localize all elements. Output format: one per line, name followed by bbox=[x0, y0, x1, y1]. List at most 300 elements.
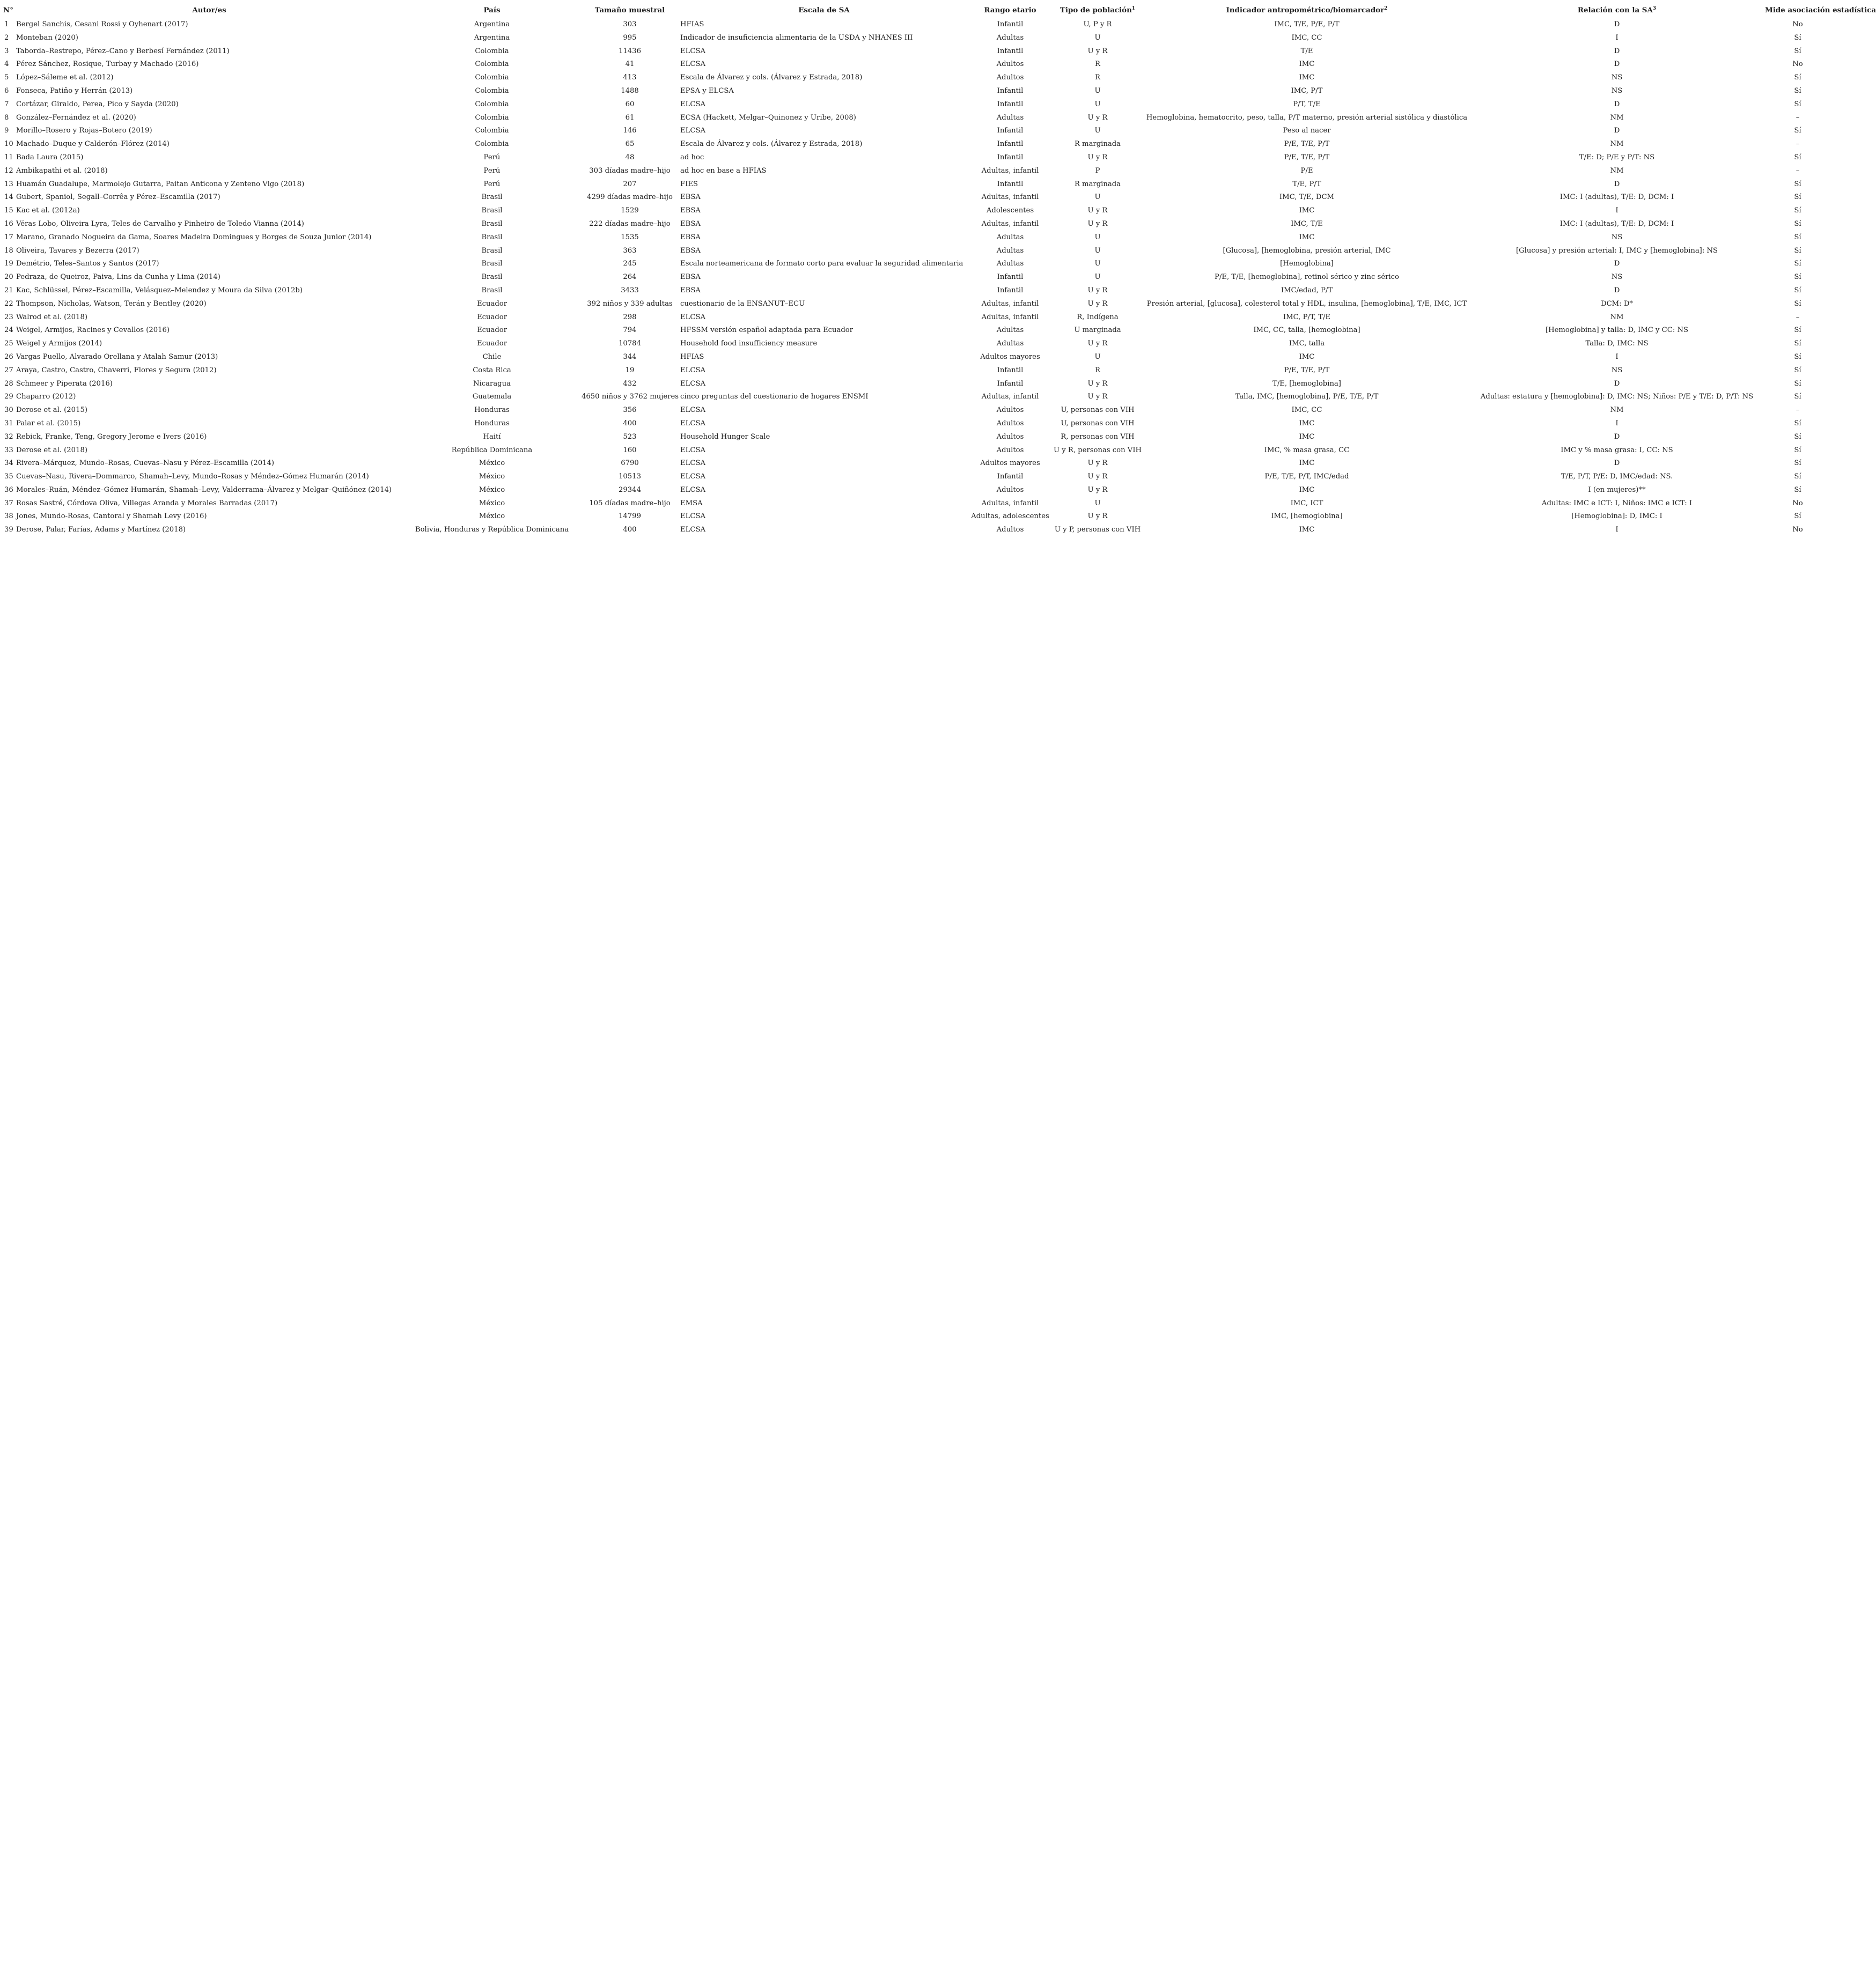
cell-num: 15 bbox=[4, 206, 13, 215]
cell-pais: Haití bbox=[483, 432, 501, 441]
cell-tipo: U bbox=[1094, 499, 1101, 507]
header-escala: Escala de SA bbox=[798, 6, 850, 14]
cell-pais: México bbox=[479, 473, 505, 481]
cell-autores: Morillo–Rosero y Rojas–Botero (2019) bbox=[16, 127, 152, 135]
cell-mide: Sí bbox=[1794, 340, 1801, 348]
cell-indicador: IMC bbox=[1299, 485, 1315, 494]
cell-pais: Colombia bbox=[475, 86, 509, 95]
cell-relacion: D bbox=[1614, 60, 1620, 69]
cell-pais: Colombia bbox=[475, 73, 509, 82]
cell-indicador: Peso al nacer bbox=[1283, 127, 1331, 135]
cell-relacion: D bbox=[1614, 127, 1620, 135]
cell-relacion: NM bbox=[1610, 313, 1624, 321]
cell-tamano: 400 bbox=[623, 419, 637, 427]
cell-num: 36 bbox=[4, 485, 13, 494]
cell-relacion: NS bbox=[1611, 366, 1623, 374]
cell-mide: Sí bbox=[1794, 206, 1801, 215]
table-row bbox=[2, 45, 1831, 58]
cell-rango: Adultas, infantil bbox=[981, 313, 1039, 321]
cell-autores: Taborda–Restrepo, Pérez–Cano y Berbesí Fernández (2011) bbox=[16, 47, 230, 55]
cell-pais: México bbox=[479, 485, 505, 494]
cell-tipo: U bbox=[1094, 127, 1101, 135]
cell-escala: FIES bbox=[680, 180, 698, 188]
header-pais: País bbox=[483, 6, 501, 14]
cell-num: 27 bbox=[4, 366, 13, 374]
cell-rango: Adultos bbox=[996, 73, 1024, 82]
cell-tipo: R, personas con VIH bbox=[1061, 432, 1135, 441]
cell-tipo: U, P y R bbox=[1083, 20, 1112, 28]
cell-num: 38 bbox=[4, 512, 13, 521]
cell-rango: Infantil bbox=[997, 127, 1024, 135]
cell-autores: Thompson, Nicholas, Watson, Terán y Bentley (2020) bbox=[16, 299, 207, 308]
header-tipo bbox=[1051, 2, 1144, 18]
studies-table bbox=[2, 2, 1876, 537]
cell-escala: ELCSA bbox=[680, 419, 706, 427]
cell-tipo: R bbox=[1095, 60, 1100, 69]
header-mide: Mide asociación estadística bbox=[1765, 6, 1876, 14]
cell-escala: ECSA (Hackett, Melgar–Quinonez y Uribe, 2008) bbox=[680, 113, 856, 122]
cell-pais: Perú bbox=[483, 153, 501, 161]
cell-autores: Pérez Sánchez, Rosique, Turbay y Machado (2016) bbox=[16, 60, 199, 69]
cell-pais: Brasil bbox=[481, 233, 503, 241]
cell-escala: ELCSA bbox=[680, 127, 706, 135]
cell-relacion: D bbox=[1614, 180, 1620, 188]
cell-rango: Infantil bbox=[997, 20, 1024, 28]
footnote-marker: 3 bbox=[1652, 6, 1657, 11]
cell-rango: Adultos bbox=[996, 526, 1024, 534]
cell-escala: ELCSA bbox=[680, 526, 706, 534]
cell-rango: Adultas, adolescentes bbox=[971, 512, 1049, 521]
cell-tamano: 413 bbox=[623, 73, 637, 82]
cell-escala: ELCSA bbox=[680, 406, 706, 415]
cell-indicador: IMC bbox=[1299, 73, 1315, 82]
cell-indicador: P/T, T/E bbox=[1293, 100, 1321, 108]
cell-rango: Adultas, infantil bbox=[981, 299, 1039, 308]
table-row bbox=[2, 245, 1831, 258]
cell-escala: ELCSA bbox=[680, 366, 706, 374]
cell-autores: Rosas Sastré, Córdova Oliva, Villegas Aranda y Morales Barradas (2017) bbox=[16, 499, 278, 507]
cell-pais: República Dominicana bbox=[451, 446, 533, 454]
cell-tipo: U bbox=[1094, 273, 1101, 282]
table-row bbox=[2, 32, 1831, 45]
table-row bbox=[2, 257, 1831, 271]
table-row bbox=[2, 271, 1831, 284]
cell-tamano: 4650 niños y 3762 mujeres bbox=[582, 393, 679, 401]
cell-num: 5 bbox=[4, 73, 9, 82]
cell-pais: Colombia bbox=[475, 140, 509, 149]
cell-relacion: T/E, P/T, P/E: D, IMC/edad: NS. bbox=[1561, 473, 1673, 481]
cell-mide: Sí bbox=[1794, 260, 1801, 268]
table-row bbox=[2, 58, 1831, 71]
cell-mide: Sí bbox=[1794, 180, 1801, 188]
cell-indicador: P/E, T/E, P/T bbox=[1284, 140, 1330, 149]
cell-pais: Brasil bbox=[481, 246, 503, 255]
cell-tamano: 222 díadas madre–hijo bbox=[589, 219, 671, 228]
cell-autores: Gubert, Spaniol, Segall–Corrêa y Pérez–Escamilla (2017) bbox=[16, 193, 220, 202]
cell-indicador: IMC, P/T bbox=[1291, 86, 1323, 95]
table-row bbox=[2, 151, 1831, 165]
cell-tamano: 61 bbox=[625, 113, 635, 122]
cell-pais: Nicaragua bbox=[473, 379, 511, 388]
cell-relacion: NM bbox=[1610, 113, 1624, 122]
cell-rango: Adultas, infantil bbox=[981, 219, 1039, 228]
cell-rango: Adultas bbox=[996, 340, 1024, 348]
table-row bbox=[2, 165, 1831, 178]
cell-tamano: 207 bbox=[623, 180, 637, 188]
cell-indicador: IMC, T/E bbox=[1291, 219, 1323, 228]
cell-tamano: 303 díadas madre–hijo bbox=[589, 166, 671, 175]
cell-tipo: U y R bbox=[1087, 47, 1108, 55]
cell-relacion: I (en mujeres)** bbox=[1588, 485, 1646, 494]
cell-pais: Colombia bbox=[475, 113, 509, 122]
cell-escala: cinco preguntas del cuestionario de hogares ENSMI bbox=[680, 393, 869, 401]
cell-relacion: DCM: D* bbox=[1601, 299, 1633, 308]
cell-mide: Sí bbox=[1794, 326, 1801, 335]
cell-autores: Bada Laura (2015) bbox=[16, 153, 84, 161]
cell-escala: EBSA bbox=[680, 219, 701, 228]
cell-num: 9 bbox=[4, 127, 9, 135]
cell-escala: EBSA bbox=[680, 246, 701, 255]
cell-num: 8 bbox=[4, 113, 9, 122]
cell-tamano: 245 bbox=[623, 260, 637, 268]
cell-mide: Sí bbox=[1794, 100, 1801, 108]
cell-escala: Indicador de insuficiencia alimentaria de la USDA y NHANES III bbox=[680, 33, 913, 42]
cell-tipo: U y R bbox=[1087, 206, 1108, 215]
cell-relacion: Adultas: estatura y [hemoglobina]: D, IMC: NS; Niños: P/E y T/E: D, P/T: NS bbox=[1480, 393, 1754, 401]
table-row bbox=[2, 204, 1831, 218]
cell-tamano: 794 bbox=[623, 326, 637, 335]
cell-num: 35 bbox=[4, 473, 13, 481]
cell-escala: Household food insufficiency measure bbox=[680, 340, 818, 348]
cell-indicador: T/E, [hemoglobina] bbox=[1272, 379, 1341, 388]
cell-mide: – bbox=[1796, 166, 1800, 175]
cell-autores: Cortázar, Giraldo, Perea, Pico y Sayda (2020) bbox=[16, 100, 179, 108]
cell-autores: Fonseca, Patiño y Herrán (2013) bbox=[16, 86, 133, 95]
cell-indicador: T/E, P/T bbox=[1292, 180, 1321, 188]
cell-rango: Infantil bbox=[997, 286, 1024, 294]
cell-rango: Infantil bbox=[997, 100, 1024, 108]
cell-autores: Vargas Puello, Alvarado Orellana y Atalah Samur (2013) bbox=[16, 352, 218, 361]
cell-mide: No bbox=[1792, 526, 1803, 534]
cell-indicador: P/E, T/E, P/T bbox=[1284, 366, 1330, 374]
table-row bbox=[2, 484, 1831, 497]
cell-mide: Sí bbox=[1794, 446, 1801, 454]
table-row bbox=[2, 497, 1831, 511]
cell-indicador: IMC, talla bbox=[1289, 340, 1325, 348]
cell-pais: Ecuador bbox=[476, 340, 507, 348]
header-relacion bbox=[1470, 2, 1764, 18]
cell-autores: Weigel y Armijos (2014) bbox=[16, 340, 102, 348]
cell-tamano: 303 bbox=[623, 20, 637, 28]
cell-relacion: [Hemoglobina] y talla: D, IMC y CC: NS bbox=[1545, 326, 1689, 335]
cell-rango: Adultas, infantil bbox=[981, 393, 1039, 401]
cell-tamano: 432 bbox=[623, 379, 637, 388]
cell-tipo: U y P, personas con VIH bbox=[1054, 526, 1141, 534]
cell-mide: – bbox=[1796, 113, 1800, 122]
cell-num: 20 bbox=[4, 273, 13, 282]
cell-indicador: P/E, T/E, P/T bbox=[1284, 153, 1330, 161]
cell-tamano: 41 bbox=[625, 60, 635, 69]
cell-mide: Sí bbox=[1794, 193, 1801, 202]
cell-num: 28 bbox=[4, 379, 13, 388]
cell-num: 30 bbox=[4, 406, 13, 415]
cell-tamano: 3433 bbox=[621, 286, 639, 294]
cell-mide: Sí bbox=[1794, 459, 1801, 468]
cell-mide: Sí bbox=[1794, 366, 1801, 374]
table-row bbox=[2, 191, 1831, 204]
table-row bbox=[2, 284, 1831, 298]
cell-indicador: IMC/edad, P/T bbox=[1281, 286, 1333, 294]
cell-num: 19 bbox=[4, 260, 13, 268]
header-tamano: Tamaño muestral bbox=[594, 6, 665, 14]
cell-mide: Sí bbox=[1794, 299, 1801, 308]
cell-indicador: IMC, T/E, P/E, P/T bbox=[1274, 20, 1340, 28]
cell-autores: Derose et al. (2015) bbox=[16, 406, 87, 415]
cell-tipo: U y R bbox=[1087, 153, 1108, 161]
cell-mide: No bbox=[1792, 60, 1803, 69]
table-row bbox=[2, 417, 1831, 431]
cell-tamano: 29344 bbox=[619, 485, 641, 494]
header-indicador-label: Indicador antropométrico/biomarcador bbox=[1226, 6, 1385, 14]
cell-tipo: P bbox=[1095, 166, 1100, 175]
cell-num: 33 bbox=[4, 446, 13, 454]
table-row bbox=[2, 85, 1831, 98]
header-rango: Rango etario bbox=[984, 6, 1036, 14]
cell-tamano: 344 bbox=[623, 352, 637, 361]
cell-relacion: [Glucosa] y presión arterial: I, IMC y [hemoglobina]: NS bbox=[1515, 246, 1718, 255]
table-row bbox=[2, 98, 1831, 112]
cell-escala: Household Hunger Scale bbox=[680, 432, 770, 441]
cell-mide: Sí bbox=[1794, 352, 1801, 361]
cell-num: 16 bbox=[4, 219, 13, 228]
cell-escala: EBSA bbox=[680, 193, 701, 202]
cell-relacion: D bbox=[1614, 286, 1620, 294]
cell-mide: – bbox=[1796, 140, 1800, 149]
cell-mide: Sí bbox=[1794, 33, 1801, 42]
cell-escala: Escala de Álvarez y cols. (Álvarez y Estrada, 2018) bbox=[680, 73, 863, 82]
cell-indicador: P/E, T/E, [hemoglobina], retinol sérico y zinc sérico bbox=[1215, 273, 1399, 282]
cell-pais: Colombia bbox=[475, 47, 509, 55]
cell-pais: Colombia bbox=[475, 60, 509, 69]
cell-rango: Adultos bbox=[996, 60, 1024, 69]
cell-pais: Ecuador bbox=[476, 313, 507, 321]
table-row bbox=[2, 390, 1831, 404]
cell-num: 1 bbox=[4, 20, 9, 28]
table-row bbox=[2, 178, 1831, 191]
cell-num: 21 bbox=[4, 286, 13, 294]
table-row bbox=[2, 404, 1831, 417]
cell-indicador: IMC, % masa grasa, CC bbox=[1264, 446, 1350, 454]
cell-autores: Rivera–Márquez, Mundo–Rosas, Cuevas–Nasu y Pérez–Escamilla (2014) bbox=[16, 459, 275, 468]
cell-num: 17 bbox=[4, 233, 13, 241]
table-row bbox=[2, 112, 1831, 125]
cell-relacion: Adultas: IMC e ICT: I, Niños: IMC e ICT: I bbox=[1541, 499, 1693, 507]
cell-num: 37 bbox=[4, 499, 13, 507]
cell-num: 4 bbox=[4, 60, 9, 69]
cell-relacion: I bbox=[1615, 526, 1618, 534]
cell-tipo: U y R bbox=[1087, 485, 1108, 494]
cell-pais: Ecuador bbox=[476, 326, 507, 335]
cell-tipo: U y R bbox=[1087, 113, 1108, 122]
table-row bbox=[2, 457, 1831, 470]
cell-pais: Brasil bbox=[481, 260, 503, 268]
cell-mide: Sí bbox=[1794, 485, 1801, 494]
cell-indicador: P/E bbox=[1300, 166, 1313, 175]
cell-indicador: IMC, CC, talla, [hemoglobina] bbox=[1253, 326, 1360, 335]
cell-tipo: U y R, personas con VIH bbox=[1053, 446, 1142, 454]
cell-autores: Monteban (2020) bbox=[16, 33, 78, 42]
cell-escala: ELCSA bbox=[680, 512, 706, 521]
cell-autores: Véras Lobo, Oliveira Lyra, Teles de Carvalho y Pinheiro de Toledo Vianna (2014) bbox=[16, 219, 304, 228]
cell-relacion: D bbox=[1614, 260, 1620, 268]
table-row bbox=[2, 510, 1831, 523]
cell-num: 12 bbox=[4, 166, 13, 175]
cell-relacion: D bbox=[1614, 47, 1620, 55]
cell-indicador: IMC bbox=[1299, 459, 1315, 468]
cell-autores: Marano, Granado Nogueira da Gama, Soares Madeira Domingues y Borges de Souza Junior (2014) bbox=[16, 233, 372, 241]
cell-mide: Sí bbox=[1794, 127, 1801, 135]
cell-tamano: 160 bbox=[623, 446, 637, 454]
cell-escala: ad hoc bbox=[680, 153, 704, 161]
cell-relacion: NM bbox=[1610, 406, 1624, 415]
cell-num: 31 bbox=[4, 419, 13, 427]
cell-escala: ELCSA bbox=[680, 485, 706, 494]
cell-mide: Sí bbox=[1794, 73, 1801, 82]
table-row bbox=[2, 351, 1831, 364]
cell-indicador: Hemoglobina, hematocrito, peso, talla, P/T materno, presión arterial sistólica y diastólica bbox=[1146, 113, 1468, 122]
cell-escala: ELCSA bbox=[680, 313, 706, 321]
cell-tipo: R marginada bbox=[1074, 140, 1121, 149]
cell-mide: Sí bbox=[1794, 86, 1801, 95]
cell-rango: Adultos bbox=[996, 432, 1024, 441]
cell-tipo: U marginada bbox=[1074, 326, 1121, 335]
cell-indicador: [Glucosa], [hemoglobina, presión arterial, IMC bbox=[1223, 246, 1391, 255]
cell-mide: – bbox=[1796, 406, 1800, 415]
cell-pais: Bolivia, Honduras y República Dominicana bbox=[415, 526, 569, 534]
cell-pais: México bbox=[479, 512, 505, 521]
cell-autores: Kac et al. (2012a) bbox=[16, 206, 80, 215]
cell-autores: Demétrio, Teles–Santos y Santos (2017) bbox=[16, 260, 159, 268]
cell-indicador: IMC bbox=[1299, 233, 1315, 241]
cell-indicador: IMC bbox=[1299, 60, 1315, 69]
cell-tamano: 400 bbox=[623, 526, 637, 534]
cell-rango: Infantil bbox=[997, 180, 1024, 188]
cell-autores: González–Fernández et al. (2020) bbox=[16, 113, 136, 122]
cell-relacion: I bbox=[1615, 352, 1618, 361]
cell-indicador: Presión arterial, [glucosa], colesterol total y HDL, insulina, [hemoglobina], T/E, IMC, ICT bbox=[1146, 299, 1467, 308]
cell-autores: Oliveira, Tavares y Bezerra (2017) bbox=[16, 246, 139, 255]
cell-tipo: U bbox=[1094, 86, 1101, 95]
cell-pais: Colombia bbox=[475, 127, 509, 135]
cell-tamano: 105 díadas madre–hijo bbox=[589, 499, 671, 507]
cell-num: 7 bbox=[4, 100, 9, 108]
cell-pais: Perú bbox=[483, 166, 501, 175]
cell-tamano: 298 bbox=[623, 313, 637, 321]
table-body bbox=[2, 18, 1831, 537]
cell-pais: Brasil bbox=[481, 193, 503, 202]
cell-relacion: IMC: I (adultas), T/E: D, DCM: I bbox=[1559, 219, 1674, 228]
cell-indicador: Talla, IMC, [hemoglobina], P/E, T/E, P/T bbox=[1235, 393, 1379, 401]
cell-pais: Brasil bbox=[481, 219, 503, 228]
cell-tipo: U bbox=[1094, 352, 1101, 361]
cell-indicador: T/E bbox=[1300, 47, 1313, 55]
cell-tipo: U, personas con VIH bbox=[1061, 406, 1135, 415]
cell-indicador: IMC bbox=[1299, 432, 1315, 441]
cell-mide: Sí bbox=[1794, 219, 1801, 228]
cell-tamano: 1535 bbox=[621, 233, 639, 241]
cell-indicador: IMC bbox=[1299, 526, 1315, 534]
cell-tamano: 392 niños y 339 adultas bbox=[587, 299, 673, 308]
cell-relacion: NS bbox=[1611, 73, 1623, 82]
cell-tipo: U bbox=[1094, 260, 1101, 268]
cell-num: 14 bbox=[4, 193, 13, 202]
header-indicador bbox=[1144, 2, 1470, 18]
cell-tipo: U bbox=[1094, 233, 1101, 241]
table-row bbox=[2, 364, 1831, 378]
cell-num: 22 bbox=[4, 299, 13, 308]
cell-tipo: U y R bbox=[1087, 340, 1108, 348]
cell-num: 23 bbox=[4, 313, 13, 321]
cell-indicador: IMC bbox=[1299, 206, 1315, 215]
cell-pais: Argentina bbox=[474, 20, 510, 28]
cell-pais: Colombia bbox=[475, 100, 509, 108]
cell-tamano: 995 bbox=[623, 33, 637, 42]
cell-num: 2 bbox=[4, 33, 9, 42]
cell-mide: Sí bbox=[1794, 512, 1801, 521]
table-row bbox=[2, 337, 1831, 351]
cell-autores: Chaparro (2012) bbox=[16, 393, 76, 401]
table-row bbox=[2, 124, 1831, 138]
cell-rango: Adultos bbox=[996, 419, 1024, 427]
cell-num: 34 bbox=[4, 459, 13, 468]
table-row bbox=[2, 378, 1831, 391]
cell-relacion: Talla: D, IMC: NS bbox=[1585, 340, 1649, 348]
cell-escala: HFIAS bbox=[680, 20, 704, 28]
cell-escala: EBSA bbox=[680, 286, 701, 294]
cell-relacion: I bbox=[1615, 419, 1618, 427]
cell-rango: Adultas, infantil bbox=[981, 193, 1039, 202]
cell-tamano: 65 bbox=[625, 140, 635, 149]
cell-autores: Walrod et al. (2018) bbox=[16, 313, 87, 321]
cell-pais: Brasil bbox=[481, 286, 503, 294]
cell-indicador: IMC bbox=[1299, 419, 1315, 427]
cell-num: 32 bbox=[4, 432, 13, 441]
cell-tipo: U bbox=[1094, 193, 1101, 202]
cell-relacion: NM bbox=[1610, 140, 1624, 149]
cell-escala: EBSA bbox=[680, 273, 701, 282]
cell-rango: Infantil bbox=[997, 366, 1024, 374]
cell-autores: Araya, Castro, Castro, Chaverri, Flores y Segura (2012) bbox=[16, 366, 217, 374]
cell-escala: HFIAS bbox=[680, 352, 704, 361]
cell-autores: Weigel, Armijos, Racines y Cevallos (2016) bbox=[16, 326, 170, 335]
table-row bbox=[2, 218, 1831, 231]
cell-relacion: D bbox=[1614, 100, 1620, 108]
cell-rango: Adultas bbox=[996, 233, 1024, 241]
cell-mide: Sí bbox=[1794, 379, 1801, 388]
cell-rango: Adultos bbox=[996, 485, 1024, 494]
cell-tipo: R bbox=[1095, 366, 1100, 374]
cell-relacion: NS bbox=[1611, 273, 1623, 282]
cell-tipo: R, Indígena bbox=[1077, 313, 1119, 321]
cell-mide: No bbox=[1792, 499, 1803, 507]
cell-indicador: IMC, T/E, DCM bbox=[1279, 193, 1335, 202]
cell-escala: ELCSA bbox=[680, 100, 706, 108]
header-autores: Autor/es bbox=[192, 6, 226, 14]
cell-relacion: IMC y % masa grasa: I, CC: NS bbox=[1561, 446, 1673, 454]
cell-relacion: I bbox=[1615, 206, 1618, 215]
cell-autores: Huamán Guadalupe, Marmolejo Gutarra, Paitan Anticona y Zenteno Vigo (2018) bbox=[16, 180, 305, 188]
cell-tamano: 264 bbox=[623, 273, 637, 282]
